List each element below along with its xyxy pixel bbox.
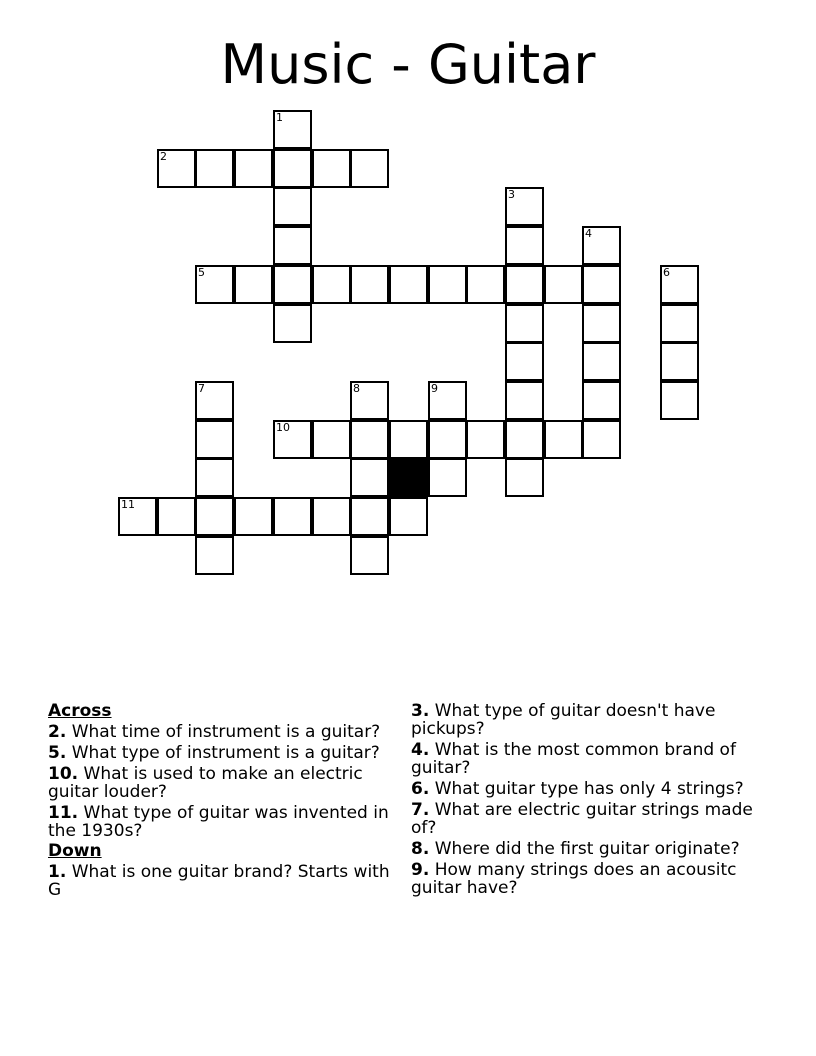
clue-down-8: 8. Where did the first guitar originate? [411,839,740,859]
crossword-cell[interactable] [505,342,544,381]
crossword-cell[interactable] [273,304,312,343]
crossword-cell[interactable] [350,420,389,459]
crossword-cell[interactable] [195,458,234,497]
clue-across-2: 2. What time of instrument is a guitar? [48,722,381,742]
crossword-cell[interactable] [195,497,234,536]
crossword-cell[interactable] [660,265,699,304]
clue-down-6: 6. What guitar type has only 4 strings? [411,779,744,799]
crossword-cell[interactable] [389,265,428,304]
crossword-cell[interactable] [505,381,544,420]
clue-number: 5 [198,266,205,279]
crossword-cell[interactable] [273,265,312,304]
crossword-cell[interactable] [582,342,621,381]
crossword-cell[interactable] [505,420,544,459]
crossword-cell[interactable] [660,342,699,381]
crossword-cell[interactable] [350,149,389,188]
clue-across-5: 5. What type of instrument is a guitar? [48,743,380,763]
crossword-cell[interactable] [312,149,351,188]
crossword-cell[interactable] [273,226,312,265]
clue-number: 2 [160,150,167,163]
crossword-cell[interactable] [118,497,157,536]
crossword-cell[interactable] [350,536,389,575]
crossword-cell[interactable] [466,265,505,304]
crossword-cell[interactable] [582,381,621,420]
crossword-cell[interactable] [312,265,351,304]
crossword-cell[interactable] [195,536,234,575]
crossword-cell[interactable] [505,226,544,265]
clue-number: 10 [276,421,290,434]
crossword-cell[interactable] [312,420,351,459]
clue-number: 8 [353,382,360,395]
crossword-cell[interactable] [466,420,505,459]
clue-down-9: 9. How many strings does an acousitc guitar have? [411,860,737,898]
clue-across-11: 11. What type of guitar was invented in the 1930s? [48,803,389,841]
crossword-cell[interactable] [350,458,389,497]
crossword-cell[interactable] [195,420,234,459]
crossword-cell[interactable] [428,265,467,304]
clue-number: 7 [198,382,205,395]
crossword-cell[interactable] [582,265,621,304]
crossword-cell[interactable] [582,304,621,343]
crossword-cell[interactable] [428,458,467,497]
crossword-cell[interactable] [195,149,234,188]
crossword-cell[interactable] [273,187,312,226]
crossword-cell[interactable] [544,420,583,459]
clue-across-10: 10. What is used to make an electric guitar louder? [48,764,363,802]
crossword-cell[interactable] [350,265,389,304]
crossword-cell[interactable] [660,304,699,343]
crossword-cell[interactable] [660,381,699,420]
across-heading: Across [48,701,112,721]
clues-right-column [411,700,771,897]
clue-number: 1 [276,111,283,124]
crossword-cell[interactable] [389,420,428,459]
crossword-cell[interactable] [273,149,312,188]
crossword-cell[interactable] [350,497,389,536]
crossword-cell[interactable] [505,458,544,497]
crossword-cell[interactable] [273,110,312,149]
crossword-cell[interactable] [582,226,621,265]
crossword-cell[interactable] [428,420,467,459]
black-square [389,458,428,497]
clue-down-1: 1. What is one guitar brand? Starts with G [48,862,390,900]
clue-down-4: 4. What is the most common brand of guitar? [411,740,736,778]
clue-number: 4 [585,227,592,240]
crossword-cell[interactable] [505,265,544,304]
clues-left-column [48,700,403,899]
page-title: Music - Guitar [220,33,596,96]
crossword-cell[interactable] [234,149,273,188]
crossword-cell[interactable] [195,265,234,304]
crossword-cell[interactable] [544,265,583,304]
crossword-cell[interactable] [350,381,389,420]
crossword-cell[interactable] [157,149,196,188]
clue-number: 11 [121,498,135,511]
clue-down-7: 7. What are electric guitar strings made of? [411,800,753,838]
crossword-cell[interactable] [505,187,544,226]
crossword-cell[interactable] [273,497,312,536]
crossword-cell[interactable] [234,265,273,304]
crossword-cell[interactable] [273,420,312,459]
clue-number: 3 [508,188,515,201]
crossword-cell[interactable] [234,497,273,536]
crossword-cell[interactable] [157,497,196,536]
crossword-cell[interactable] [389,497,428,536]
clue-number: 9 [431,382,438,395]
crossword-cell[interactable] [195,381,234,420]
crossword-cell[interactable] [312,497,351,536]
crossword-cell[interactable] [505,304,544,343]
crossword-cell[interactable] [582,420,621,459]
clue-down-3: 3. What type of guitar doesn't have pickups? [411,701,716,739]
clue-number: 6 [663,266,670,279]
crossword-cell[interactable] [428,381,467,420]
down-heading: Down [48,841,102,861]
